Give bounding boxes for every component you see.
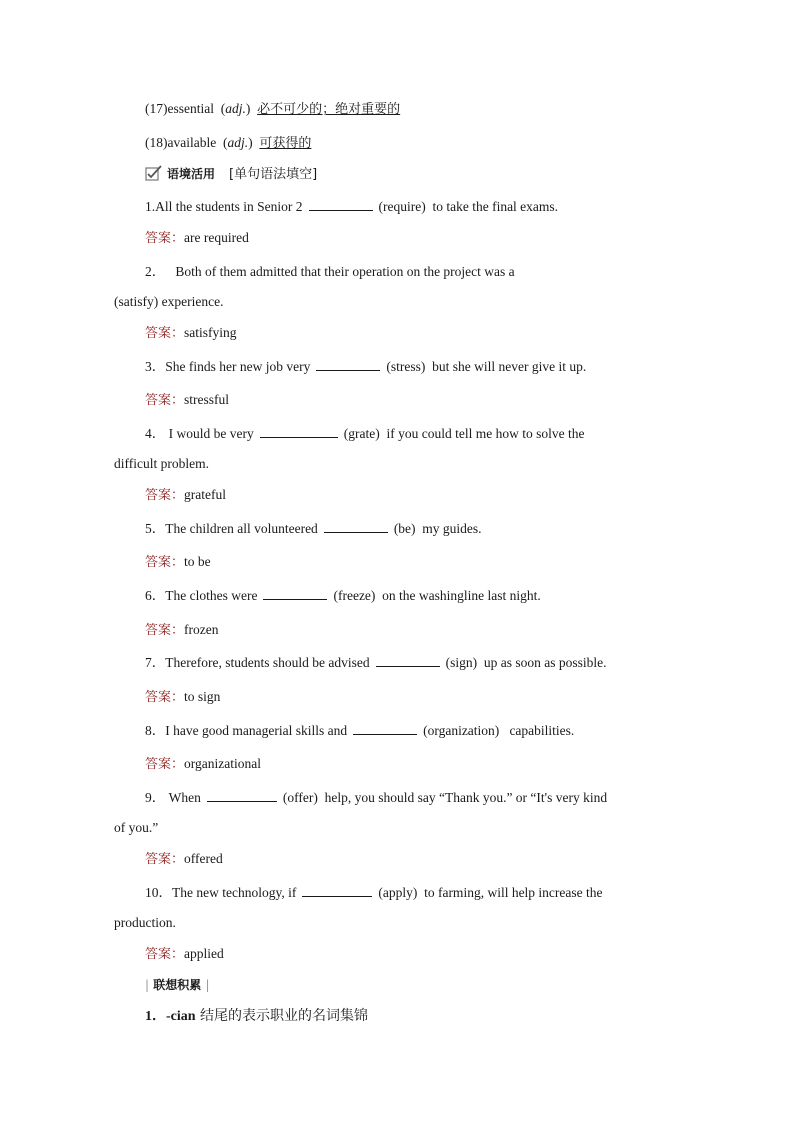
answer-blank xyxy=(309,198,373,211)
vocab-word: essential xyxy=(167,101,214,116)
question-6: 6．The clothes were (freeze) on the washingline last night. xyxy=(145,588,541,603)
heading-text: 结尾的表示职业的名词集锦 xyxy=(200,1008,369,1024)
answer-blank xyxy=(353,722,417,735)
answer-blank xyxy=(324,520,388,533)
question-4: 4． I would be very (grate) if you could tell me how to solve the xyxy=(145,426,585,441)
association-tag-text: 联想积累 xyxy=(153,978,202,992)
answer-2: 答案：satisfying xyxy=(145,325,237,341)
answer-blank xyxy=(316,358,380,371)
question-1: 1.All the students in Senior 2 (require) to take the final exams. xyxy=(145,199,559,214)
question-2-cont: (satisfy) experience. xyxy=(114,294,224,309)
section-heading xyxy=(145,1006,680,1027)
vocab-item-17: (17)essential (adj.) 必不可少的；绝对重要的 xyxy=(145,101,401,117)
answer-5: 答案：to be xyxy=(145,554,211,570)
section-subtitle: [单句语法填空] xyxy=(229,167,318,182)
answer-10: 答案：applied xyxy=(145,946,224,962)
answer-blank xyxy=(376,654,440,667)
question-5: 5．The children all volunteered (be) my guides. xyxy=(145,521,482,536)
answer-3: 答案：stressful xyxy=(145,392,230,408)
question-9: 9． When (offer) help, you should say “Thank you.” or “It's very kind xyxy=(145,790,608,805)
answer-7: 答案：to sign xyxy=(145,689,221,705)
question-10: 10．The new technology, if (apply) to farming, will help increase the xyxy=(145,885,603,900)
answer-label: 答案： xyxy=(145,231,185,246)
question-4-cont: difficult problem. xyxy=(114,456,209,471)
answer-8: 答案：organizational xyxy=(145,756,261,772)
association-tag: | 联想积累 | xyxy=(145,978,210,992)
vocab-item-18: (18)available (adj.) 可获得的 xyxy=(145,135,312,151)
answer-blank xyxy=(207,789,277,802)
vocab-meaning: 可获得的 xyxy=(259,136,312,151)
answer-blank xyxy=(263,587,327,600)
answer-9: 答案：offered xyxy=(145,851,223,867)
vocab-pos: adj. xyxy=(227,135,249,150)
question-9-cont: of you.” xyxy=(114,820,159,835)
question-10-cont: production. xyxy=(114,915,176,930)
answer-blank xyxy=(302,884,372,897)
vocab-word: available xyxy=(167,135,217,150)
answer-blank xyxy=(260,425,338,438)
heading-number: 1． xyxy=(145,1009,166,1024)
answer-6: 答案：frozen xyxy=(145,622,219,638)
section-header xyxy=(145,164,680,187)
answer-4: 答案：grateful xyxy=(145,487,226,503)
question-2: 2． Both of them admitted that their operation on the project was a xyxy=(145,264,515,279)
vocab-number: (18) xyxy=(145,135,168,150)
vocab-number: (17) xyxy=(145,101,168,116)
vocab-pos: adj. xyxy=(225,101,246,116)
section-title: 语境活用 xyxy=(167,167,216,181)
heading-term: -cian xyxy=(166,1009,196,1024)
answer-1 xyxy=(145,228,680,249)
answer-text: are required xyxy=(184,230,249,245)
question-7: 7．Therefore, students should be advised (sign) up as soon as possible. xyxy=(145,655,607,670)
vocab-meaning: 必不可少的；绝对重要的 xyxy=(257,102,401,117)
check-pencil-icon xyxy=(145,165,163,187)
question-8: 8．I have good managerial skills and (organization) capabilities. xyxy=(145,723,575,738)
question-3: 3．She finds her new job very (stress) but she will never give it up. xyxy=(145,359,587,374)
